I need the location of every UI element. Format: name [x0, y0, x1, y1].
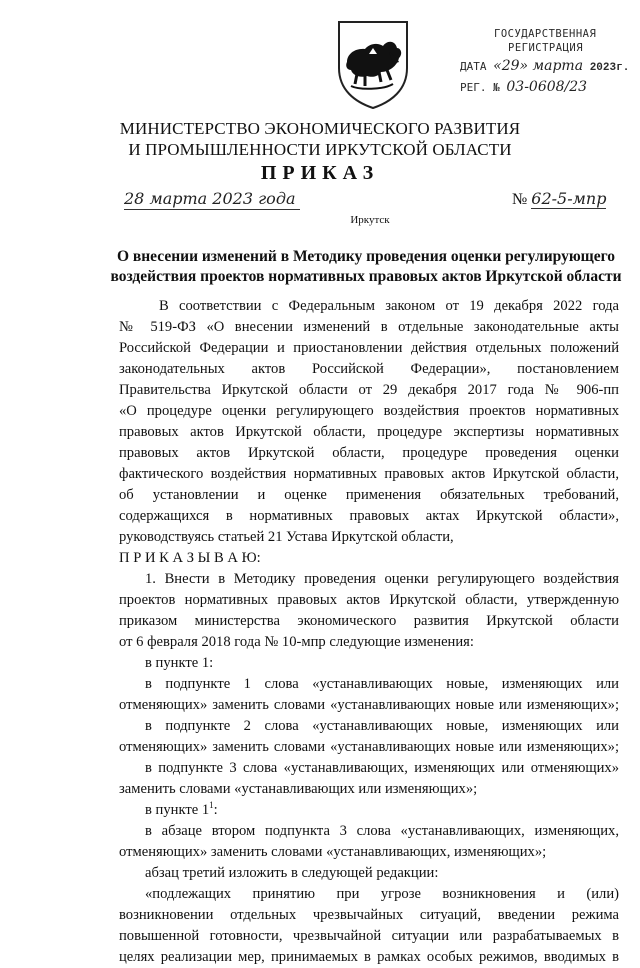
- point-1-1-text: в пункте 1: [145, 802, 210, 818]
- body-line: целях реализации мер, принимаемых в рамках особых режимов, вводимых в: [119, 949, 619, 965]
- body-line: отменяющих» заменить словами «устанавливающих, изменяющих»;: [119, 844, 547, 860]
- coat-of-arms-emblem: [333, 18, 413, 110]
- body-line: об установлении и оценке применения обязательных требований,: [119, 487, 619, 503]
- ministry-line-2: И ПРОМЫШЛЕННОСТИ ИРКУТСКОЙ ОБЛАСТИ: [128, 140, 512, 159]
- body-line: 1. Внести в Методику проведения оценки регулирующего воздействия: [145, 571, 619, 587]
- city-name: Иркутск: [350, 214, 390, 226]
- body-line: приказом министерства экономического развития Иркутской области: [119, 613, 619, 629]
- body-line: фактического воздействия нормативных правовых актов Иркутской области,: [119, 466, 619, 482]
- body-line: от 6 февраля 2018 года № 10-мпр следующие изменения:: [119, 634, 474, 650]
- body-line: абзац третий изложить в следующей редакции:: [145, 865, 439, 881]
- body-line: отменяющих» заменить словами «устанавливающих новые или изменяющих»;: [119, 697, 619, 713]
- stamp-reg-value: 03-0608/23: [506, 79, 588, 95]
- body-line: правовых актов Иркутской области, процедуре экспертизы нормативных: [119, 424, 619, 440]
- body-line: правовых актов Иркутской области, процедуре проведения оценки: [119, 445, 619, 461]
- title-line-1: О внесении изменений в Методику проведения оценки регулирующего: [116, 248, 616, 265]
- body-line: в подпункте 1 слова «устанавливающих новые, изменяющих или: [145, 676, 619, 692]
- stamp-line-1: ГОСУДАРСТВЕННАЯ: [494, 28, 597, 40]
- body-line: в пункте 1:: [145, 655, 214, 671]
- number-sign: №: [512, 191, 528, 208]
- body-line: повышенной готовности, чрезвычайной ситуации или разрабатываемых в: [119, 928, 619, 944]
- body-line: «О процедуре оценки регулирующего воздействия проектов нормативных: [119, 403, 619, 419]
- stamp-reg-row: [460, 79, 587, 95]
- document-type: ПРИКАЗ: [260, 162, 380, 184]
- stamp-date-row: [460, 58, 629, 74]
- stamp-reg-label: РЕГ. №: [460, 81, 500, 94]
- stamp-line-2: РЕГИСТРАЦИЯ: [508, 42, 584, 54]
- body-line: заменить словами «устанавливающих или изменяющих»;: [119, 781, 478, 797]
- body-line: законодательных актов Российской Федерации», постановлением: [119, 361, 619, 377]
- body-line: № 519-ФЗ «О внесении изменений в отдельные законодательные акты: [119, 319, 619, 335]
- ministry-name: [0, 118, 640, 160]
- body-line: руководствуясь статьей 21 Устава Иркутской области,: [119, 529, 454, 545]
- body-line: В соответствии с Федеральным законом от 19 декабря 2022 года: [159, 298, 619, 314]
- body-line: в абзаце втором подпункта 3 слова «устанавливающих, изменяющих,: [145, 823, 619, 839]
- document-body: [119, 296, 619, 968]
- body-line: содержащихся в нормативных правовых актах Иркутской области»,: [119, 508, 619, 524]
- body-line: отменяющих» заменить словами «устанавливающих новые или изменяющих»;: [119, 739, 619, 755]
- stamp-year: 2023г.: [589, 62, 630, 74]
- point-1-1-superscript: 1: [209, 800, 214, 811]
- ministry-line-1: МИНИСТЕРСТВО ЭКОНОМИЧЕСКОГО РАЗВИТИЯ: [119, 119, 521, 138]
- body-line: в подпункте 3 слова «устанавливающих, изменяющих или отменяющих»: [145, 760, 619, 776]
- body-line-point-1-1: в пункте $1^1$:: [145, 800, 218, 818]
- title-line-2: воздействия проектов нормативных правовых актов Иркутской области: [110, 268, 622, 285]
- document-date: 28 марта 2023 года: [124, 189, 300, 210]
- document-number: [512, 189, 606, 209]
- body-line: возникновении отдельных чрезвычайных ситуаций, введении режима: [119, 907, 619, 923]
- body-line: в подпункте 2 слова «устанавливающих новые, изменяющих или: [145, 718, 619, 734]
- body-line: проектов нормативных правовых актов Иркутской области, утвержденную: [119, 592, 619, 608]
- body-line: Российской Федерации и приостановлении действия отдельных положений: [119, 340, 619, 356]
- body-line: «подлежащих принятию при угрозе возникновения и (или): [145, 886, 619, 902]
- stamp-date-value: «29» марта: [493, 58, 584, 74]
- stamp-date-label: ДАТА: [460, 60, 487, 73]
- document-title: [106, 247, 626, 287]
- document-number-value: 62-5-мпр: [531, 189, 607, 208]
- body-line-prikazyvayu: П Р И К А З Ы В А Ю:: [119, 550, 261, 566]
- body-line: Правительства Иркутской области от 29 декабря 2017 года № 906-пп: [119, 382, 619, 398]
